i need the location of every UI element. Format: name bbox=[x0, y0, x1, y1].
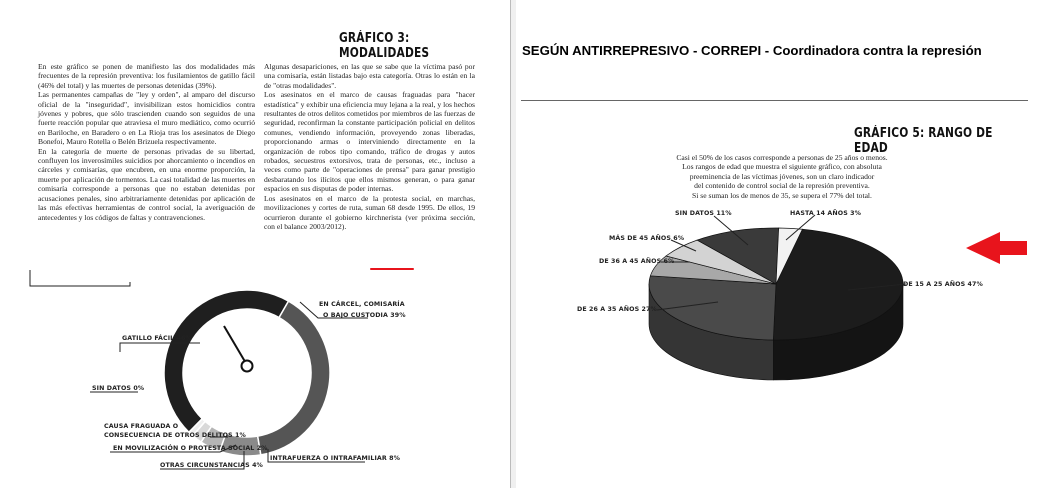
text-leader-line bbox=[30, 270, 130, 286]
donut-slice-0 bbox=[164, 290, 288, 432]
label-otras: OTRAS CIRCUNSTANCIAS 4% bbox=[160, 462, 263, 469]
paragraph: Algunas desapariciones, en las que se sabe que la víctima pasó por una comisaría, están listadas bajo esta categoría. Otras lo están en la de "otras modalidades". bbox=[264, 62, 475, 90]
intro-line: Casi el 50% de los casos corresponde a personas de 25 años o menos. bbox=[676, 153, 888, 162]
paragraph: En la categoría de muerte de personas privadas de su libertad, confluyen los inverosímiles suicidios por ahorcamiento o incendios en cárceles y comisarías, que encubren, en una enorme proporción, la muerte por aplicación de tormentos. La casi totalidad de las muertes en comisaría corresponde a personas que no estaban detenidas por acusaciones penales, sino arbitrariamente detenidas por aplicación de las más efectivas herramientas de control social, la averiguación de antecedentes y los códigos de faltas y contravenciones. bbox=[38, 146, 255, 222]
intro-line: Si se suman los de menos de 35, se supera el 77% del total. bbox=[692, 190, 872, 200]
label-causa-2: CONSECUENCIA DE OTROS DELITOS 1% bbox=[104, 432, 246, 439]
label-26-35: DE 26 A 35 AÑOS 27% bbox=[577, 306, 657, 313]
paragraph: En este gráfico se ponen de manifiesto las dos modalidades más frecuentes de la represión preventiva: los fusilamientos de gatillo fácil (46% del total) y las muertes de personas detenidas (39%). bbox=[38, 62, 255, 90]
intro-line: preeminencia de las víctimas jóvenes, son un claro indicador bbox=[689, 171, 875, 181]
donut-pointer bbox=[224, 326, 247, 365]
pie-3d-chart bbox=[649, 228, 903, 380]
paragraph: Las permanentes campañas de "ley y orden", al amparo del discurso oficial de la "inseguridad", invisibilizan estos homicidios contra jóvenes y pobres, que sólo trascienden cuando son seguidos de una fuerte reacción popular que atraviesa el muro mediático, como ocurrió en Bariloche, en Baradero o en La Rioja tras los asesinatos de Diego Bonefoi, Mauro Rotella o Belén Brizuela respectivamente. bbox=[38, 90, 255, 147]
label-gatillo: GATILLO FÁCIL 46% bbox=[122, 335, 192, 342]
intro-line: del contenido de control social de la represión preventiva. bbox=[694, 181, 870, 191]
source-header: SEGÚN ANTIRREPRESIVO - CORREPI - Coordinadora contra la represión bbox=[522, 43, 982, 58]
label-sindatos-5: SIN DATOS 11% bbox=[675, 210, 732, 217]
label-45: MÁS DE 45 AÑOS 6% bbox=[609, 235, 685, 242]
label-carcel-1: EN CÁRCEL, COMISARÍA bbox=[319, 301, 405, 308]
label-14: HASTA 14 AÑOS 3% bbox=[790, 210, 862, 217]
donut-pointer-dot bbox=[242, 361, 253, 372]
intro-line: Los rangos de edad que muestra el siguiente gráfico, con absoluta bbox=[682, 162, 882, 172]
label-causa-1: CAUSA FRAGUADA O bbox=[104, 423, 179, 430]
paragraph: Los asesinatos en el marco de la protesta social, en marchas, movilizaciones y cortes de ruta, suman 68 desde 1995. De ellos, 19 ocurrieron durante el gobierno kirchnerista (ver próxima sección, con el balance 2003/2012). bbox=[264, 193, 475, 231]
label-36-45: DE 36 A 45 AÑOS 6% bbox=[599, 258, 675, 265]
label-movil: EN MOVILIZACIÓN O PROTESTA SOCIAL 2% bbox=[113, 445, 268, 452]
chart3-title: GRÁFICO 3: MODALIDADES bbox=[339, 31, 430, 61]
label-intra: INTRAFUERZA O INTRAFAMILIAR 8% bbox=[270, 455, 401, 462]
donut-slice-1 bbox=[258, 301, 330, 455]
label-carcel-2: O BAJO CUSTODIA 39% bbox=[323, 312, 406, 319]
label-15-25: DE 15 A 25 AÑOS 47% bbox=[903, 281, 983, 288]
chart5-title: GRÁFICO 5: RANGO DE EDAD bbox=[854, 126, 993, 156]
paragraph: Los asesinatos en el marco de causas fraguadas para "hacer estadística" y exhibir una eficiencia muy lejana a la real, y los hechos resultantes de otros delitos cometidos por miembros de las fuerzas de seguridad, reconfirman la constante participación policial en delitos comunes, vendiendo información, proveyendo zonas liberadas, proporcionando armas o interviniendo directamente en la organización de robos tipo comando, tráfico de drogas y autos robados, secuestros extorsivos, trata de personas, etc., incluso a veces como parte de "operaciones de prensa" para ganar prestigio desbaratando los ilícitos que ellos mismos generan, o para ganar espacios en sus disputas de poder internas. bbox=[264, 90, 475, 194]
label-sindatos: SIN DATOS 0% bbox=[92, 385, 145, 392]
red-arrow-icon bbox=[966, 232, 1027, 264]
